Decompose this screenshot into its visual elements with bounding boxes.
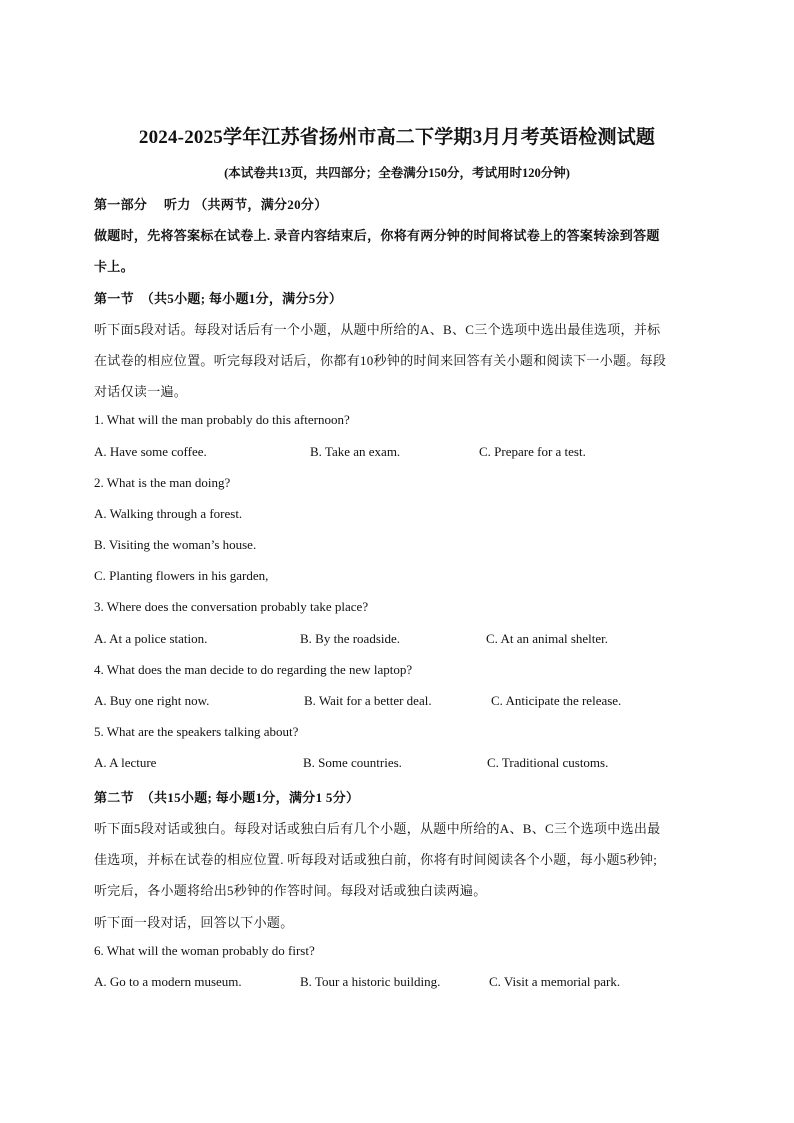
question-1-option-b: B. Take an exam. bbox=[310, 444, 401, 459]
question-6-option-a: A. Go to a modern museum. bbox=[94, 974, 242, 989]
document-title: 2024-2025学年江苏省扬州市高二下学期3月月考英语检测试题 bbox=[138, 127, 656, 148]
question-2-option-a: A. Walking through a forest. bbox=[94, 506, 243, 521]
section1-instruction-line3: 对话仅读一遍。 bbox=[94, 384, 188, 399]
question-1-option-c: C. Prepare for a test. bbox=[479, 444, 586, 459]
section2-instruction-line1: 听下面5段对话或独白。每段对话或独白后有几个小题，从题中所给的A、B、C三个选项中选出最 bbox=[94, 821, 661, 836]
question-3-option-b: B. By the roadside. bbox=[300, 631, 401, 646]
section2-instruction-line2: 佳选项，并标在试卷的相应位置. 听每段对话或独白前，你将有时间阅读各个小题，每小题5秒钟; bbox=[94, 852, 658, 867]
question-5-option-c: C. Traditional customs. bbox=[487, 755, 609, 770]
question-5-stem: 5. What are the speakers talking about? bbox=[94, 724, 299, 739]
question-6-option-b: B. Tour a historic building. bbox=[300, 974, 441, 989]
section1-heading: 第一节 （共5小题; 每小题1分，满分5分） bbox=[94, 291, 343, 306]
question-1-stem: 1. What will the man probably do this afternoon? bbox=[94, 412, 350, 427]
question-4-option-a: A. Buy one right now. bbox=[94, 693, 210, 708]
section2-heading: 第二节 （共15小题; 每小题1分，满分1 5分） bbox=[94, 790, 360, 805]
document-subtitle: (本试卷共13页，共四部分；全卷满分150分，考试用时120分钟) bbox=[224, 166, 570, 180]
section1-instruction-line1: 听下面5段对话。每段对话后有一个小题，从题中所给的A、B、C三个选项中选出最佳选项，并标 bbox=[94, 322, 661, 337]
question-2-option-b: B. Visiting the woman’s house. bbox=[94, 537, 257, 552]
question-2-option-c: C. Planting flowers in his garden, bbox=[94, 568, 269, 583]
dialogue-intro: 听下面一段对话，回答以下小题。 bbox=[94, 915, 294, 930]
part1-instruction-line1: 做题时，先将答案标在试卷上. 录音内容结束后，你将有两分钟的时间将试卷上的答案转涂到答题 bbox=[94, 228, 660, 243]
question-5-option-b: B. Some countries. bbox=[303, 755, 402, 770]
question-3-option-c: C. At an animal shelter. bbox=[486, 631, 609, 646]
question-2-stem: 2. What is the man doing? bbox=[94, 475, 231, 490]
question-4-option-b: B. Wait for a better deal. bbox=[304, 693, 432, 708]
question-1-option-a: A. Have some coffee. bbox=[94, 444, 207, 459]
section2-instruction-line3: 听完后，各小题将给出5秒钟的作答时间。每段对话或独白读两遍。 bbox=[94, 883, 487, 898]
part1-heading: 第一部分 听力 （共两节，满分20分） bbox=[94, 197, 328, 212]
part1-instruction-line2: 卡上。 bbox=[94, 259, 134, 274]
question-6-stem: 6. What will the woman probably do first? bbox=[94, 943, 315, 958]
section1-instruction-line2: 在试卷的相应位置。听完每段对话后，你都有10秒钟的时间来回答有关小题和阅读下一小题。每段 bbox=[94, 353, 667, 368]
question-4-stem: 4. What does the man decide to do regarding the new laptop? bbox=[94, 662, 413, 677]
question-6-option-c: C. Visit a memorial park. bbox=[489, 974, 621, 989]
question-3-stem: 3. Where does the conversation probably take place? bbox=[94, 599, 369, 614]
question-5-option-a: A. A lecture bbox=[94, 755, 157, 770]
question-4-option-c: C. Anticipate the release. bbox=[491, 693, 622, 708]
question-3-option-a: A. At a police station. bbox=[94, 631, 208, 646]
